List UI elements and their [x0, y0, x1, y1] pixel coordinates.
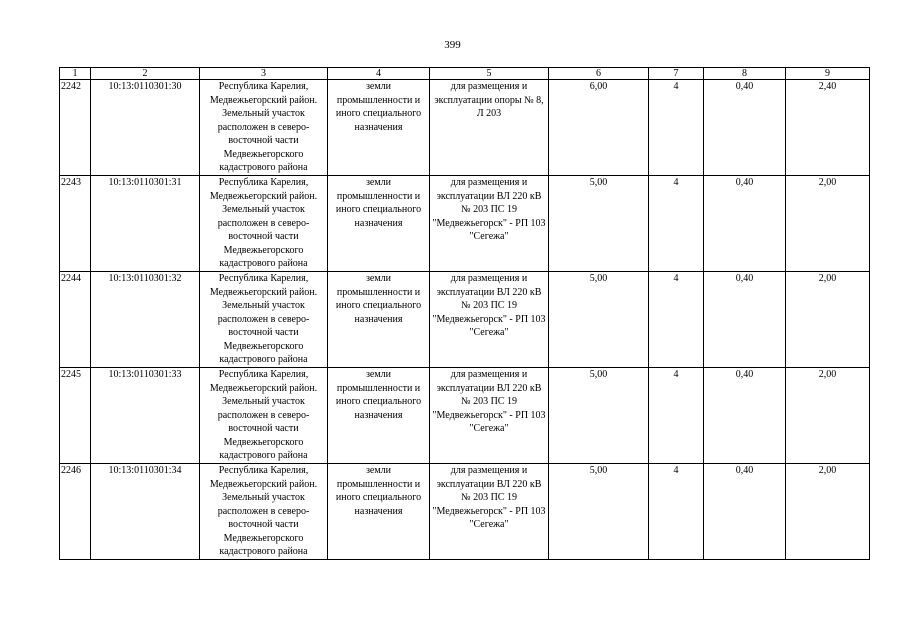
- location: Республика Карелия, Медвежьегорский район. Земельный участок расположен в северо-восточной части Медвежьегорского кадастрового района: [200, 176, 328, 272]
- cadastral-number: 10:13:0110301:33: [91, 368, 200, 464]
- column-7-value: 4: [649, 464, 704, 560]
- column-header: 2: [91, 68, 200, 80]
- column-header: 5: [430, 68, 549, 80]
- column-9-value: 2,00: [786, 176, 870, 272]
- table-row: [60, 176, 870, 272]
- column-6-value: 6,00: [549, 80, 649, 176]
- permitted-use: для размещения и эксплуатации ВЛ 220 кВ № 203 ПС 19 "Медвежьегорск" - РП 103 "Сегежа": [430, 272, 549, 368]
- column-9-value: 2,00: [786, 464, 870, 560]
- cadastral-number: 10:13:0110301:34: [91, 464, 200, 560]
- table-row: [60, 464, 870, 560]
- column-header: 8: [704, 68, 786, 80]
- table-row: [60, 272, 870, 368]
- column-9-value: 2,40: [786, 80, 870, 176]
- column-7-value: 4: [649, 368, 704, 464]
- column-6-value: 5,00: [549, 368, 649, 464]
- row-number: 2246: [60, 464, 91, 560]
- row-number: 2244: [60, 272, 91, 368]
- column-8-value: 0,40: [704, 464, 786, 560]
- column-9-value: 2,00: [786, 368, 870, 464]
- land-category: земли промышленности и иного специального назначения: [328, 80, 430, 176]
- location: Республика Карелия, Медвежьегорский район. Земельный участок расположен в северо-восточной части Медвежьегорского кадастрового района: [200, 368, 328, 464]
- land-category: земли промышленности и иного специального назначения: [328, 176, 430, 272]
- location: Республика Карелия, Медвежьегорский район. Земельный участок расположен в северо-восточной части Медвежьегорского кадастрового района: [200, 464, 328, 560]
- location: Республика Карелия, Медвежьегорский район. Земельный участок расположен в северо-восточной части Медвежьегорского кадастрового района: [200, 80, 328, 176]
- column-header: 7: [649, 68, 704, 80]
- land-category: земли промышленности и иного специального назначения: [328, 464, 430, 560]
- column-header: 6: [549, 68, 649, 80]
- column-7-value: 4: [649, 176, 704, 272]
- column-8-value: 0,40: [704, 368, 786, 464]
- permitted-use: для размещения и эксплуатации ВЛ 220 кВ № 203 ПС 19 "Медвежьегорск" - РП 103 "Сегежа": [430, 464, 549, 560]
- row-number: 2245: [60, 368, 91, 464]
- header-row: [60, 68, 870, 80]
- cadastral-number: 10:13:0110301:32: [91, 272, 200, 368]
- permitted-use: для размещения и эксплуатации ВЛ 220 кВ № 203 ПС 19 "Медвежьегорск" - РП 103 "Сегежа": [430, 368, 549, 464]
- table-row: [60, 368, 870, 464]
- column-8-value: 0,40: [704, 176, 786, 272]
- column-8-value: 0,40: [704, 80, 786, 176]
- row-number: 2242: [60, 80, 91, 176]
- column-7-value: 4: [649, 80, 704, 176]
- row-number: 2243: [60, 176, 91, 272]
- column-header: 3: [200, 68, 328, 80]
- page-number: 399: [444, 39, 461, 51]
- cadastral-number: 10:13:0110301:31: [91, 176, 200, 272]
- permitted-use: для размещения и эксплуатации опоры № 8, Л 203: [430, 80, 549, 176]
- table-row: [60, 80, 870, 176]
- cadastral-number: 10:13:0110301:30: [91, 80, 200, 176]
- column-header: 9: [786, 68, 870, 80]
- column-7-value: 4: [649, 272, 704, 368]
- column-6-value: 5,00: [549, 464, 649, 560]
- column-9-value: 2,00: [786, 272, 870, 368]
- permitted-use: для размещения и эксплуатации ВЛ 220 кВ № 203 ПС 19 "Медвежьегорск" - РП 103 "Сегежа": [430, 176, 549, 272]
- land-plot-table: [59, 67, 870, 560]
- column-header: 1: [60, 68, 91, 80]
- column-6-value: 5,00: [549, 176, 649, 272]
- column-header: 4: [328, 68, 430, 80]
- land-category: земли промышленности и иного специального назначения: [328, 368, 430, 464]
- land-category: земли промышленности и иного специального назначения: [328, 272, 430, 368]
- column-8-value: 0,40: [704, 272, 786, 368]
- column-6-value: 5,00: [549, 272, 649, 368]
- location: Республика Карелия, Медвежьегорский район. Земельный участок расположен в северо-восточной части Медвежьегорского кадастрового района: [200, 272, 328, 368]
